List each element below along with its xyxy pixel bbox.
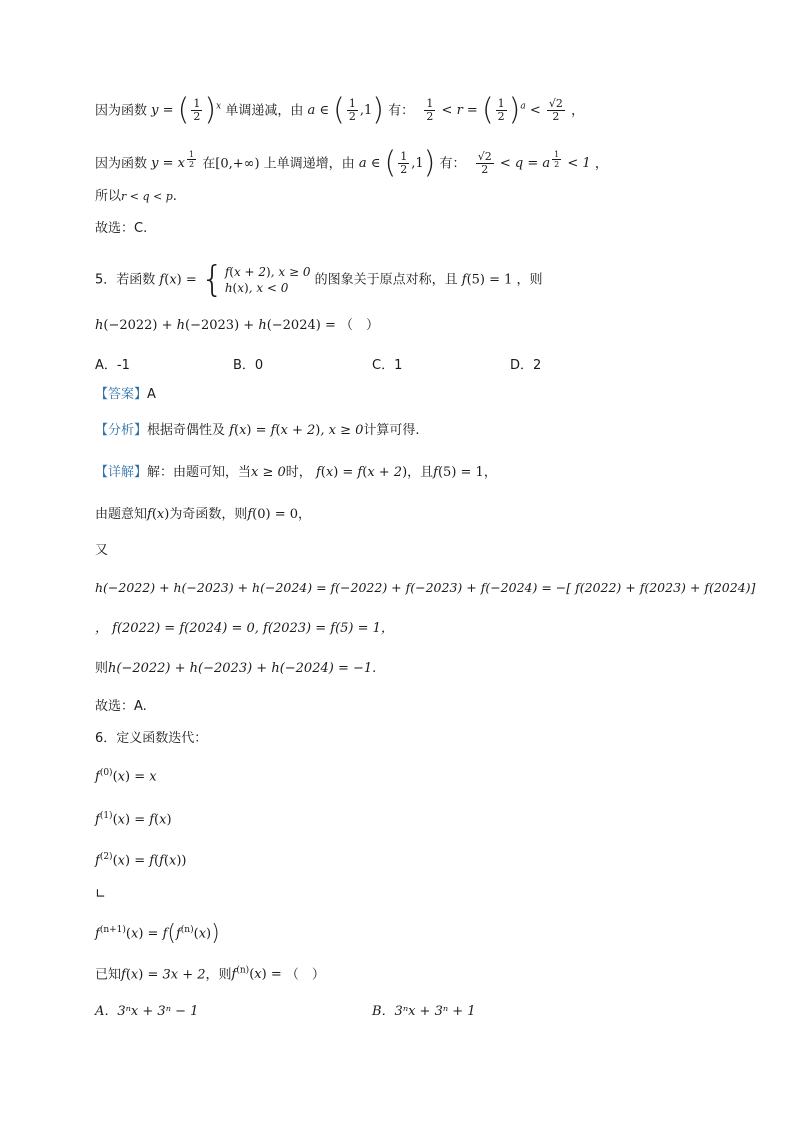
math-expr: h(−2022) + h(−2023) + h(−2024) = −1. [108, 661, 377, 676]
text: 有： [439, 156, 466, 172]
cases: f(x + 2), x ≥ 0 h(x), x < 0 [224, 265, 311, 295]
analysis-tag: 【分析】 [95, 423, 148, 438]
text: 单调递减，由 [225, 103, 304, 119]
text: 5．若函数 [95, 272, 156, 288]
answer-line [95, 385, 156, 405]
text: 则 [95, 661, 109, 676]
line-2 [95, 145, 608, 181]
line-3 [95, 187, 177, 207]
detail-tag: 【详解】 [95, 465, 148, 480]
text: 所以 [95, 189, 122, 204]
text: ， [298, 507, 312, 522]
text: 在 [202, 156, 216, 172]
math-expr: f(x) = f(x + 2) [315, 465, 408, 480]
math-expr: r < q < p [121, 190, 173, 203]
math-expr: f(0) = 0 [247, 507, 298, 522]
text: 因为函数 [95, 156, 148, 172]
choice-c: C．1 [372, 358, 403, 373]
math-expr: a ∈ ( $\frac{1}{2}$ ,1) [358, 145, 436, 181]
math-expr: a ∈ ( $\frac{1}{2}$ ,1) [307, 92, 384, 128]
iteration-0: $f^{(0)}(x) = x$ [95, 768, 157, 785]
line-1 [95, 92, 585, 128]
question-6: 6．定义函数迭代： [95, 731, 208, 746]
math-expr: $\frac{√2}{2}$ < q = a $^{\frac{1}{2}}$ < 1 [477, 150, 591, 177]
text: 由题意知 [95, 507, 148, 522]
text: 有： [388, 103, 415, 119]
brace: { [200, 259, 224, 300]
text: 已知 [95, 967, 122, 983]
math-expr: f(x) [147, 507, 170, 522]
text: 计算可得. [363, 423, 420, 438]
math-expr: f(5) = 1 [461, 272, 513, 288]
line-4: 故选：C. [95, 221, 148, 236]
math-expr: f(x) = f(x + 2), x ≥ 0 [229, 423, 364, 438]
text: ， [571, 103, 585, 119]
line-10: 又 [95, 543, 109, 558]
answer-tag: 【答案】 [95, 387, 148, 402]
choice-6b: B．3ⁿx + 3ⁿ + 1 [372, 1004, 476, 1019]
analysis-line [95, 421, 420, 441]
text: 上单调递增，由 [263, 156, 355, 172]
math-expr: x ≥ 0 [251, 465, 286, 480]
math-expr: $f^{(n)}(x)$ = [231, 966, 286, 983]
choice-b: B．0 [233, 358, 264, 373]
math-expr: f(x) = [159, 272, 201, 288]
iteration-1: $f^{(1)}(x) = f(x)$ [95, 811, 172, 828]
choice-a: A．-1 [95, 358, 130, 373]
question-5-expr [95, 316, 379, 336]
text: ， [594, 156, 608, 172]
text: ，且 [407, 465, 434, 480]
math-expr: $\frac{1}{2}$ < r = ( $\frac{1}{2}$ )$^a$ < $\frac{√2}{2}$ [426, 92, 563, 128]
line-11: h(−2022) + h(−2023) + h(−2024) = f(−2022) + f(−2023) + f(−2024) = −[ f(2022) + f(2023) + f(2024)] [95, 580, 756, 595]
text: ，则 [516, 272, 543, 288]
math-expr: f(5) = 1 [433, 465, 484, 480]
math-expr: h(−2022) + h(−2023) + h(−2024) = [95, 318, 340, 333]
line-12: ， f(2022) = f(2024) = 0, f(2023) = f(5) = 1， [95, 621, 394, 636]
text: 时， [285, 465, 312, 480]
text: . [172, 189, 177, 204]
line-14: 故选：A. [95, 699, 147, 714]
text: （ ） [339, 318, 379, 333]
math-expr: [0,+∞) [215, 156, 260, 172]
line-13 [95, 659, 376, 679]
math-expr: y = x $^{\frac{1}{2}}$ [151, 150, 195, 172]
text: 解：由题可知，当 [147, 465, 252, 480]
text: ，则 [205, 967, 232, 983]
text: 因为函数 [95, 103, 148, 119]
line-9 [95, 505, 311, 525]
text: 根据奇偶性及 [147, 423, 226, 438]
question-5 [95, 259, 543, 300]
dots: ∟ [95, 887, 106, 902]
math-expr: y = ( $\frac{1}{2}$ )$^x$ [151, 92, 222, 128]
iteration-2: $f^{(2)}(x) = f(f(x))$ [95, 852, 187, 869]
math-expr: f(x) = 3x + 2 [121, 967, 206, 983]
iteration-n: $f^{(n+1)}(x) = f(f^{(n)}(x))$ [95, 920, 220, 946]
detail-line [95, 463, 497, 483]
answer-text: A [147, 387, 156, 402]
text: （ ） [285, 967, 325, 983]
choice-d: D．2 [510, 358, 542, 373]
question-6b [95, 961, 325, 985]
text: ， [483, 465, 497, 480]
choice-6a: A．3ⁿx + 3ⁿ − 1 [95, 1004, 199, 1019]
text: 为奇函数，则 [169, 507, 248, 522]
text: 的图象关于原点对称，且 [314, 272, 458, 288]
